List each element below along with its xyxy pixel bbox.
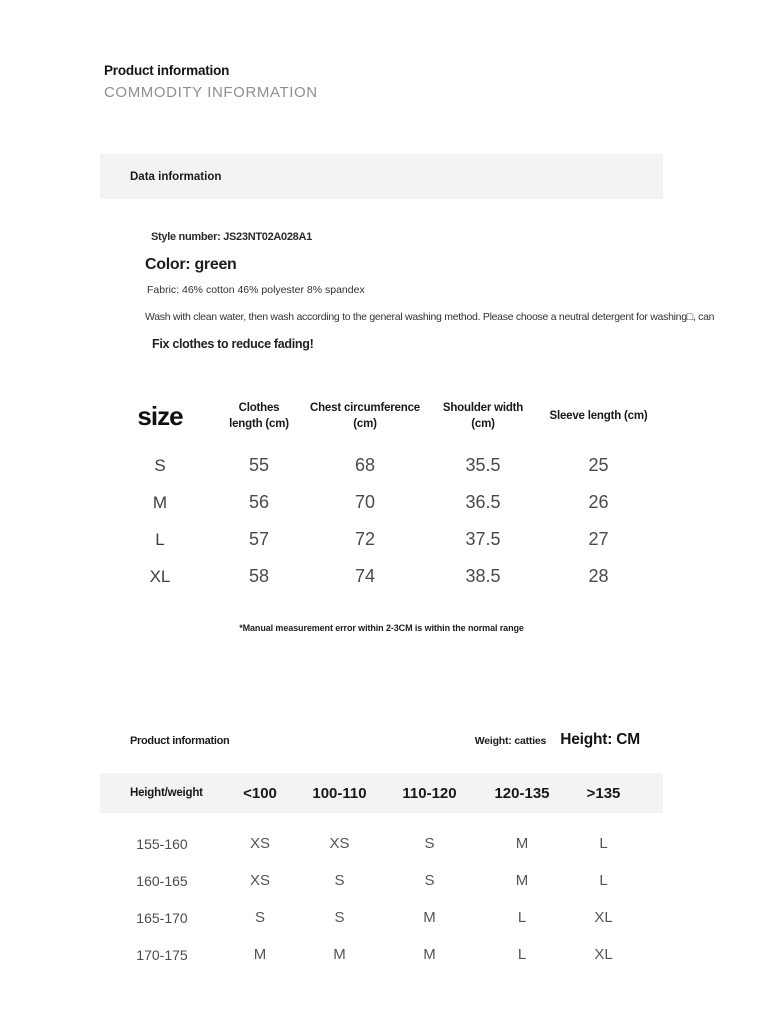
size-table-header-row	[100, 386, 663, 447]
recommended-size: L	[599, 872, 608, 889]
size-table-row-l	[100, 521, 663, 558]
size-table-header-clothes-length: Clothes length (cm)	[229, 401, 289, 430]
recommended-size: L	[599, 835, 608, 852]
size-label: L	[155, 529, 165, 549]
recommended-size: L	[517, 909, 527, 926]
recommended-size: S	[424, 872, 435, 889]
recommended-size: XS	[249, 872, 270, 889]
spacer-row	[100, 813, 663, 825]
shoulder-width-value: 37.5	[465, 529, 501, 549]
page-title: Product information	[104, 63, 230, 78]
page-subtitle: COMMODITY INFORMATION	[104, 84, 318, 101]
recommended-size: XS	[249, 835, 270, 852]
fit-section-header	[100, 731, 663, 749]
weight-range-100-110: 100-110	[312, 784, 367, 802]
sleeve-length-value: 28	[588, 566, 609, 586]
height-range-label: 170-175	[136, 946, 188, 963]
clothes-length-value: 56	[248, 492, 270, 512]
weight-range-lt100: <100	[243, 784, 277, 802]
size-table-row-s	[100, 447, 663, 484]
recommended-size: M	[333, 946, 346, 963]
recommended-size: S	[334, 909, 345, 926]
recommended-size: M	[515, 872, 529, 889]
size-table-row-m	[100, 484, 663, 521]
recommended-size: M	[515, 835, 529, 852]
recommended-size: XS	[329, 835, 350, 852]
recommended-size: S	[334, 872, 345, 889]
wash-instructions-line: Wash with clean water, then wash according to the general washing method. Please choose a neutral detergent for washing□, can	[145, 311, 715, 323]
sleeve-length-value: 26	[588, 492, 609, 512]
weight-unit-label: Weight: catties	[474, 735, 547, 747]
style-number-line: Style number: JS23NT02A028A1	[151, 231, 312, 243]
fit-table-row-155-160	[100, 825, 663, 862]
weight-range-110-120: 110-120	[402, 784, 457, 802]
clothes-length-value: 55	[248, 455, 270, 475]
recommended-size: XL	[594, 946, 613, 963]
size-table-header-shoulder-width: Shoulder width (cm)	[442, 401, 524, 430]
sleeve-length-value: 25	[588, 455, 609, 475]
height-weight-header-label: Height/weight	[130, 787, 203, 799]
color-line: Color: green	[145, 256, 237, 273]
height-range-label: 165-170	[136, 909, 188, 926]
weight-range-120-135: 120-135	[494, 784, 550, 802]
recommended-size: XL	[594, 909, 613, 926]
size-label: XL	[149, 566, 171, 586]
size-label: M	[152, 492, 168, 512]
shoulder-width-value: 38.5	[465, 566, 501, 586]
data-information-heading: Data information	[130, 170, 222, 183]
height-weight-header-row	[100, 773, 663, 813]
fit-section-title: Product information	[130, 735, 230, 747]
chest-circumference-value: 72	[354, 529, 376, 549]
clothes-length-value: 58	[248, 566, 270, 586]
shoulder-width-value: 36.5	[465, 492, 501, 512]
measurement-note: *Manual measurement error within 2-3CM is within the normal range	[239, 623, 524, 633]
size-table-header-size: size	[137, 400, 183, 431]
size-label: S	[154, 455, 166, 475]
height-range-label: 160-165	[136, 872, 188, 889]
chest-circumference-value: 74	[354, 566, 376, 586]
size-table-header-sleeve-length: Sleeve length (cm)	[549, 409, 648, 422]
recommended-size: S	[254, 909, 265, 926]
size-table	[100, 386, 663, 595]
fit-table-row-170-175	[100, 936, 663, 973]
recommended-size: M	[253, 946, 267, 963]
chest-circumference-value: 68	[354, 455, 376, 475]
fit-table-row-165-170	[100, 899, 663, 936]
fix-clothes-line: Fix clothes to reduce fading!	[152, 337, 314, 351]
size-table-header-chest-circumference: Chest circumference (cm)	[310, 401, 420, 430]
recommended-size: M	[423, 946, 436, 963]
sleeve-length-value: 27	[588, 529, 609, 549]
page-header	[104, 63, 318, 101]
fit-table-row-160-165	[100, 862, 663, 899]
height-range-label: 155-160	[136, 835, 188, 852]
weight-range-gt135: >135	[586, 784, 621, 802]
data-information-bar	[100, 154, 663, 199]
height-weight-table	[100, 773, 663, 973]
recommended-size: S	[424, 835, 435, 852]
height-unit-label: Height: CM	[560, 731, 640, 748]
chest-circumference-value: 70	[354, 492, 376, 512]
size-table-row-xl	[100, 558, 663, 595]
fabric-line: Fabric: 46% cotton 46% polyester 8% spandex	[147, 284, 365, 296]
recommended-size: M	[423, 909, 436, 926]
clothes-length-value: 57	[248, 529, 270, 549]
shoulder-width-value: 35.5	[465, 455, 501, 475]
recommended-size: L	[517, 946, 527, 963]
